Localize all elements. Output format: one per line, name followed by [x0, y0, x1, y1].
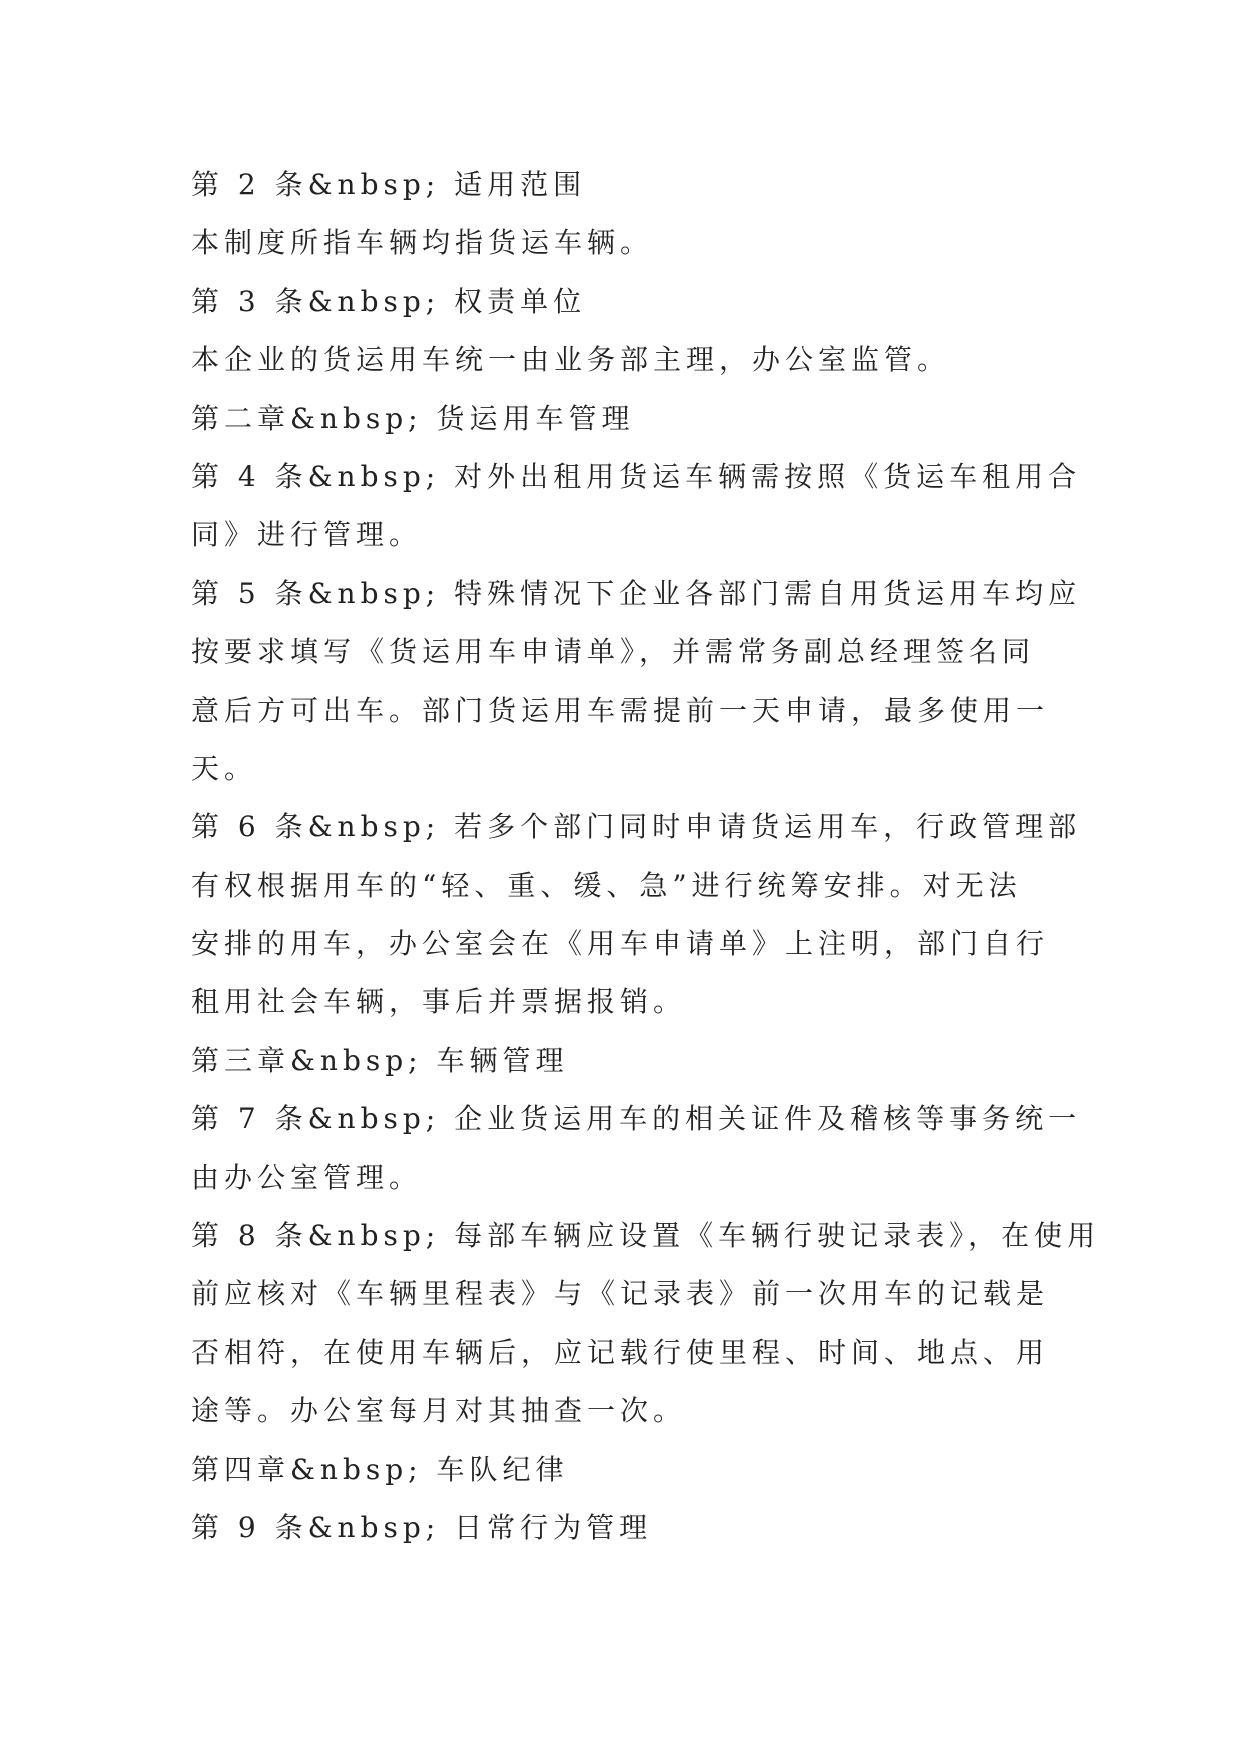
- text-line: 第 8 条&nbsp; 每部车辆应设置《车辆行驶记录表》，在使用: [191, 1219, 1101, 1253]
- article-paragraph: [191, 565, 1082, 799]
- text-line: 否相符，在使用车辆后，应记载行使里程、时间、地点、用: [191, 1335, 1050, 1369]
- article-paragraph: [191, 1090, 1082, 1207]
- text-line: 安排的用车，办公室会在《用车申请单》上注明，部门自行: [191, 927, 1050, 961]
- text-line: 意后方可出车。部门货运用车需提前一天申请，最多使用一: [191, 693, 1050, 727]
- text-line: 本制度所指车辆均指货运车辆。: [191, 226, 654, 260]
- text-line: 第四章&nbsp; 车队纪律: [191, 1452, 569, 1486]
- article-heading: [191, 156, 1071, 214]
- article-paragraph: [191, 448, 1082, 565]
- chapter-heading: [191, 1032, 1071, 1090]
- text-line: 第 2 条&nbsp; 适用范围: [191, 168, 587, 201]
- text-line: 第 4 条&nbsp; 对外出租用货运车辆需按照《货运车租用合: [191, 459, 1082, 493]
- text-line: 前应核对《车辆里程表》与《记录表》前一次用车的记载是: [191, 1277, 1050, 1311]
- text-line: 第 5 条&nbsp; 特殊情况下企业各部门需自用货运用车均应: [191, 576, 1082, 610]
- text-line: 第 6 条&nbsp; 若多个部门同时申请货运用车，行政管理部: [191, 810, 1082, 844]
- text-line: 租用社会车辆，事后并票据报销。: [191, 985, 687, 1019]
- text-line: 途等。办公室每月对其抽查一次。: [191, 1394, 687, 1428]
- text-line: 第三章&nbsp; 车辆管理: [191, 1043, 569, 1077]
- text-line: 天。: [191, 751, 258, 785]
- chapter-heading: [191, 1441, 1071, 1499]
- text-line: 有权根据用车的“轻、重、缓、急”进行统筹安排。对无法: [191, 868, 1022, 902]
- article-heading: [191, 1499, 1071, 1557]
- text-line: 第二章&nbsp; 货运用车管理: [191, 401, 635, 435]
- text-line: 第 3 条&nbsp; 权责单位: [191, 284, 587, 318]
- body-paragraph: [191, 214, 1071, 272]
- chapter-heading: [191, 390, 1071, 448]
- text-line: 同》进行管理。: [191, 518, 423, 552]
- article-heading: [191, 273, 1071, 331]
- document-body: [191, 156, 1101, 1557]
- text-line: 由办公室管理。: [191, 1160, 423, 1194]
- article-paragraph: [191, 1207, 1101, 1441]
- article-paragraph: [191, 798, 1082, 1032]
- text-line: 按要求填写《货运用车申请单》，并需常务副总经理签名同: [191, 635, 1036, 669]
- text-line: 第 7 条&nbsp; 企业货运用车的相关证件及稽核等事务统一: [191, 1102, 1082, 1136]
- body-paragraph: [191, 331, 1071, 389]
- text-line: 本企业的货运用车统一由业务部主理，办公室监管。: [191, 343, 951, 377]
- text-line: 第 9 条&nbsp; 日常行为管理: [191, 1510, 653, 1544]
